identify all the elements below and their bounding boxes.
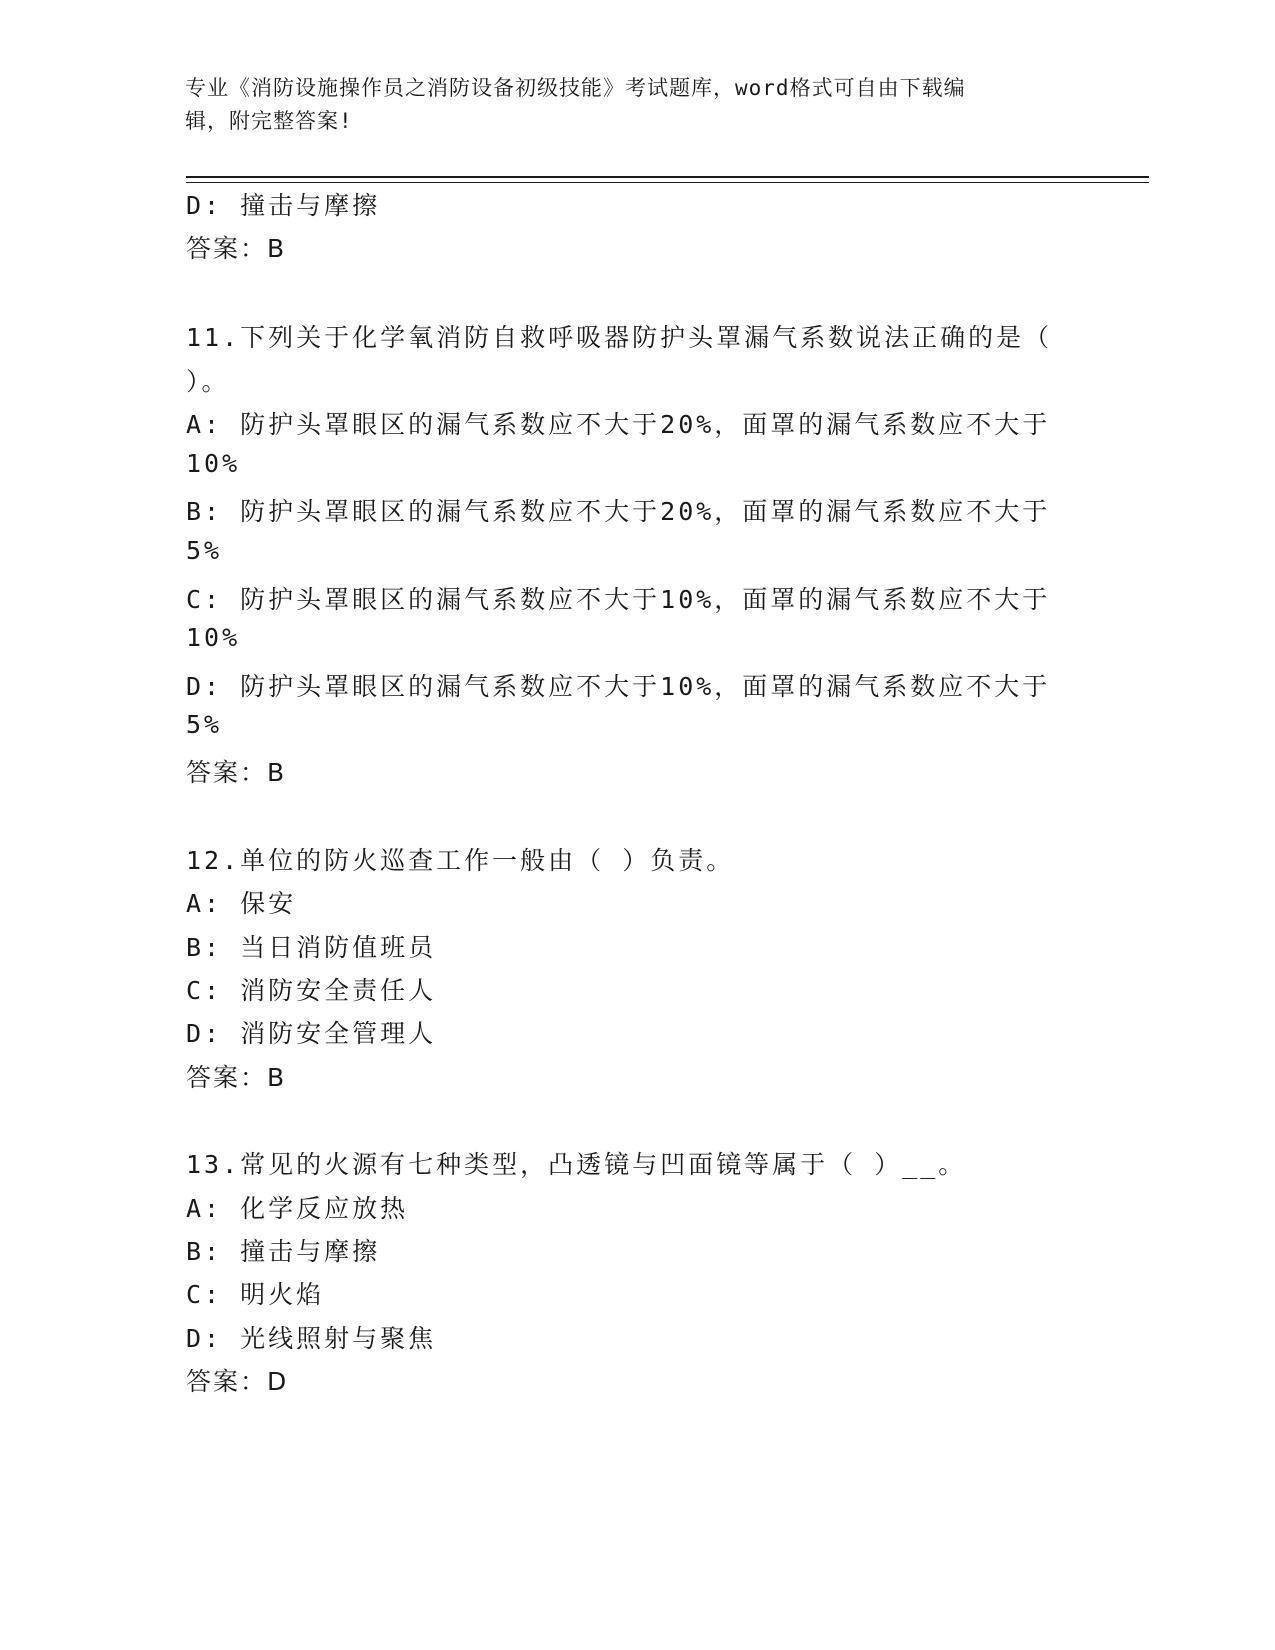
prev-option-d: D: 撞击与摩擦 xyxy=(186,191,381,220)
q11-option-a-line-1: A: 防护头罩眼区的漏气系数应不大于20%，面罩的漏气系数应不大于 xyxy=(186,410,1051,439)
q11-option-b-line-1: B: 防护头罩眼区的漏气系数应不大于20%，面罩的漏气系数应不大于 xyxy=(186,497,1051,526)
q11-option-d-line-2: 5% xyxy=(186,710,223,739)
q12-option-a: A: 保安 xyxy=(186,889,297,918)
q12-option-b: B: 当日消防值班员 xyxy=(186,933,437,962)
q12-stem: 12.单位的防火巡查工作一般由（ ）负责。 xyxy=(186,846,735,875)
header-title-line-1: 专业《消防设施操作员之消防设备初级技能》考试题库，word格式可自由下载编 xyxy=(185,76,966,100)
q11-option-c-line-2: 10% xyxy=(186,623,241,652)
q12-option-d: D: 消防安全管理人 xyxy=(186,1019,437,1048)
q11-answer: 答案：B xyxy=(186,758,287,787)
q11-option-d-line-1: D: 防护头罩眼区的漏气系数应不大于10%，面罩的漏气系数应不大于 xyxy=(186,672,1051,701)
q11-stem-line-1: 11.下列关于化学氧消防自救呼吸器防护头罩漏气系数说法正确的是（ xyxy=(186,323,1053,352)
q11-option-b-line-2: 5% xyxy=(186,536,223,565)
prev-answer: 答案：B xyxy=(186,234,287,263)
q13-answer: 答案：D xyxy=(186,1367,289,1396)
header-divider-thin xyxy=(186,182,1149,183)
q13-stem: 13.常见的火源有七种类型，凸透镜与凹面镜等属于（ ）__。 xyxy=(186,1150,967,1179)
q11-option-c-line-1: C: 防护头罩眼区的漏气系数应不大于10%，面罩的漏气系数应不大于 xyxy=(186,585,1051,614)
q11-stem-line-2: ）。 xyxy=(186,367,230,396)
q12-answer: 答案：B xyxy=(186,1063,287,1092)
header-divider-thick xyxy=(186,176,1149,178)
header-title-line-2: 辑，附完整答案! xyxy=(185,109,353,133)
document-header xyxy=(185,72,1065,138)
q13-option-d: D: 光线照射与聚焦 xyxy=(186,1324,437,1353)
q13-option-c: C: 明火焰 xyxy=(186,1280,325,1309)
q11-option-a-line-2: 10% xyxy=(186,449,241,478)
q12-option-c: C: 消防安全责任人 xyxy=(186,976,437,1005)
q13-option-b: B: 撞击与摩擦 xyxy=(186,1237,381,1266)
q13-option-a: A: 化学反应放热 xyxy=(186,1194,409,1223)
